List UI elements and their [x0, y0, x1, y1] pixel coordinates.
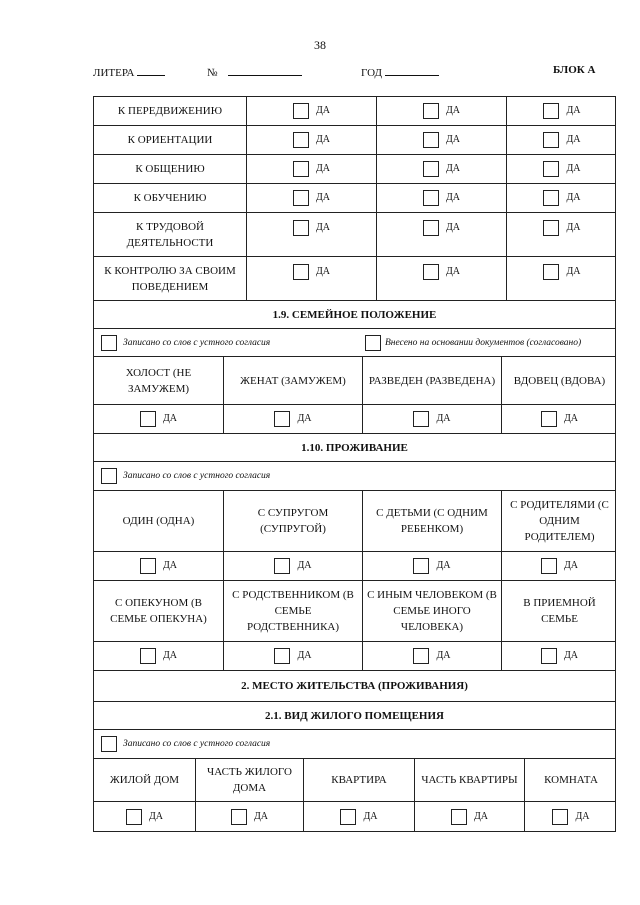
limitation-yes-checkbox[interactable] — [543, 103, 559, 119]
residence-option-label: С ОПЕКУНОМ (В СЕМЬЕ ОПЕКУНА) — [110, 597, 207, 625]
limitation-yes-yes-label: ДА — [566, 134, 581, 145]
limitation-yes-checkbox[interactable] — [543, 161, 559, 177]
housing-yes-yes-label: ДА — [148, 810, 164, 822]
limitation-name — [94, 213, 247, 256]
residence-yes-option[interactable] — [228, 552, 358, 580]
family-yes-yes-label: ДА — [297, 413, 312, 424]
limitation-yes — [377, 97, 507, 125]
residence-section-title: 1.10. ПРОЖИВАНИЕ — [301, 441, 408, 454]
family-documents-text: Внесено на основании документов (согласовано) — [385, 337, 582, 348]
residence-yes-yes-label: ДА — [297, 650, 312, 661]
year-label: ГОД — [361, 67, 382, 79]
limitation-yes-option[interactable] — [511, 184, 613, 212]
limitation-row — [94, 155, 615, 184]
family-yes — [363, 405, 502, 433]
residence-yes-yes-label: ДА — [563, 560, 579, 571]
residence-yes — [224, 642, 363, 670]
family-option-label: ВДОВЕЦ (ВДОВА) — [513, 374, 606, 387]
number-blank[interactable] — [228, 64, 302, 76]
limitation-name-label: К ОБУЧЕНИЮ — [133, 192, 207, 204]
residence-yes-yes-label: ДА — [436, 560, 451, 571]
residence-yes-row — [94, 552, 615, 581]
limitation-yes-checkbox[interactable] — [423, 103, 439, 119]
family-section-title: 1.9. СЕМЕЙНОЕ ПОЛОЖЕНИЕ — [272, 308, 437, 321]
page-number: 38 — [314, 38, 326, 52]
limitation-yes — [377, 184, 507, 212]
family-yes-yes-label: ДА — [436, 413, 451, 424]
family-yes-checkbox[interactable] — [140, 411, 156, 427]
residence-yes — [502, 642, 617, 670]
limitation-yes-checkbox[interactable] — [423, 161, 439, 177]
residence-oral-consent — [94, 462, 615, 491]
limitation-yes-yes-label: ДА — [566, 163, 581, 174]
family-option — [502, 357, 617, 404]
housing-option-label: КВАРТИРА — [331, 774, 387, 786]
limitation-yes-yes-label: ДА — [315, 134, 331, 145]
limitation-yes-yes-label: ДА — [445, 163, 461, 174]
limitation-row — [94, 126, 615, 155]
housing-yes — [415, 802, 525, 831]
limitation-yes — [507, 257, 617, 300]
limitation-yes-checkbox[interactable] — [423, 190, 439, 206]
family-option — [224, 357, 363, 404]
limitation-yes-checkbox[interactable] — [543, 190, 559, 206]
family-yes-option[interactable] — [228, 405, 358, 433]
limitation-yes — [507, 97, 617, 125]
housing-option-label: ЧАСТЬ КВАРТИРЫ — [421, 774, 518, 786]
housing-option-label: ЧАСТЬ ЖИЛОГО ДОМА — [207, 766, 292, 794]
family-option — [94, 357, 224, 404]
limitation-yes — [247, 257, 377, 300]
residence-oral-consent-option[interactable] — [94, 462, 270, 490]
family-yes-option[interactable] — [506, 405, 613, 433]
limitation-yes-checkbox[interactable] — [543, 220, 559, 236]
housing-yes — [525, 802, 617, 831]
family-oral-consent-text: Записано со слов с устного согласия — [123, 337, 271, 348]
limitation-yes — [247, 155, 377, 183]
residence-yes — [94, 642, 224, 670]
limitation-yes — [507, 126, 617, 154]
housing-section-title: 2.1. ВИД ЖИЛОГО ПОМЕЩЕНИЯ — [265, 709, 444, 722]
limitation-row — [94, 184, 615, 213]
limitation-yes-yes-label: ДА — [445, 266, 461, 277]
limitation-yes-option[interactable] — [381, 97, 502, 125]
family-documents-checkbox[interactable] — [365, 335, 381, 351]
limitation-yes-option[interactable] — [251, 213, 372, 256]
residence-option — [224, 581, 363, 641]
family-oral-consent-option[interactable] — [94, 329, 270, 356]
limitation-yes-checkbox[interactable] — [293, 103, 309, 119]
residence-option-label: С РОДСТВЕННИКОМ (В СЕМЬЕ РОДСТВЕННИКА) — [232, 589, 354, 633]
limitation-yes-yes-label: ДА — [445, 105, 461, 116]
residence-yes-option[interactable] — [367, 552, 497, 580]
residence-yes-checkbox[interactable] — [140, 648, 156, 664]
family-yes-option[interactable] — [367, 405, 497, 433]
housing-yes-option[interactable] — [308, 802, 410, 831]
limitation-yes-option[interactable] — [381, 184, 502, 212]
limitation-yes — [247, 97, 377, 125]
family-option — [363, 357, 502, 404]
litera-blank[interactable] — [137, 64, 165, 76]
family-yes — [502, 405, 617, 433]
housing-yes-checkbox[interactable] — [451, 809, 467, 825]
family-yes-checkbox[interactable] — [274, 411, 290, 427]
limitation-yes-yes-label: ДА — [566, 222, 581, 233]
family-yes-yes-label: ДА — [563, 413, 579, 424]
residence-yes — [502, 552, 617, 580]
limitation-name — [94, 97, 247, 125]
family-yes — [224, 405, 363, 433]
year-field[interactable] — [361, 64, 439, 79]
housing-yes-row — [94, 802, 615, 831]
limitation-name-label: К ОРИЕНТАЦИИ — [127, 134, 213, 146]
residence-option — [363, 581, 502, 641]
limitation-name-label: К ОБЩЕНИЮ — [135, 163, 205, 175]
limitation-yes — [377, 155, 507, 183]
residence-yes-checkbox[interactable] — [541, 558, 557, 574]
family-documents-option[interactable] — [365, 329, 581, 356]
residence-yes-option[interactable] — [506, 552, 613, 580]
limitation-yes-yes-label: ДА — [315, 163, 331, 174]
residence-option-label: С СУПРУГОМ (СУПРУГОЙ) — [257, 507, 329, 535]
residence-option — [94, 491, 224, 551]
residence-yes-option[interactable] — [98, 552, 219, 580]
residence-yes-yes-label: ДА — [297, 560, 312, 571]
limitation-yes-option[interactable] — [251, 184, 372, 212]
residence-yes-checkbox[interactable] — [274, 558, 290, 574]
residence-option — [502, 491, 617, 551]
limitation-yes-checkbox[interactable] — [543, 132, 559, 148]
residence-yes-row — [94, 642, 615, 671]
residence-yes-yes-label: ДА — [436, 650, 451, 661]
limitation-yes-yes-label: ДА — [315, 222, 331, 233]
limitation-yes-option[interactable] — [381, 257, 502, 300]
residence-option — [363, 491, 502, 551]
housing-oral-consent — [94, 730, 615, 759]
housing-option — [525, 759, 617, 801]
limitation-yes-checkbox[interactable] — [293, 190, 309, 206]
family-yes — [94, 405, 224, 433]
limitation-yes-checkbox[interactable] — [293, 264, 309, 280]
residence-option-label: С ИНЫМ ЧЕЛОВЕКОМ (В СЕМЬЕ ИНОГО ЧЕЛОВЕКА) — [367, 589, 497, 633]
limitation-yes-checkbox[interactable] — [543, 264, 559, 280]
limitation-yes-yes-label: ДА — [315, 105, 331, 116]
number-field[interactable] — [207, 64, 302, 79]
housing-yes-checkbox[interactable] — [231, 809, 247, 825]
limitation-name-label: К КОНТРОЛЮ ЗА СВОИМ ПОВЕДЕНИЕМ — [104, 264, 236, 293]
housing-yes-option[interactable] — [419, 802, 520, 831]
family-yes-checkbox[interactable] — [541, 411, 557, 427]
family-option-label: ХОЛОСТ (НЕ ЗАМУЖЕМ) — [125, 366, 192, 395]
residence-yes-checkbox[interactable] — [274, 648, 290, 664]
limitation-name-label: К ТРУДОВОЙ ДЕЯТЕЛЬНОСТИ — [126, 220, 214, 249]
limitation-yes-option[interactable] — [511, 155, 613, 183]
family-yes-yes-label: ДА — [162, 413, 178, 424]
residence-option — [224, 491, 363, 551]
residence-oral-consent-text: Записано со слов с устного согласия — [123, 471, 271, 481]
family-oral-consent-checkbox[interactable] — [101, 335, 117, 351]
housing-yes-yes-label: ДА — [363, 810, 378, 822]
family-option-label: РАЗВЕДЕН (РАЗВЕДЕНА) — [368, 374, 496, 387]
limitation-yes-checkbox[interactable] — [293, 132, 309, 148]
housing-yes — [94, 802, 196, 831]
housing-yes-option[interactable] — [98, 802, 191, 831]
limitation-yes — [377, 257, 507, 300]
residence-option — [94, 581, 224, 641]
limitation-yes — [247, 126, 377, 154]
residence-section — [94, 434, 615, 462]
residence-option-label: С РОДИТЕЛЯМИ (С ОДНИМ РОДИТЕЛЕМ) — [510, 499, 609, 543]
limitation-yes-checkbox[interactable] — [423, 220, 439, 236]
residence-options-row — [94, 581, 615, 642]
limitation-yes-option[interactable] — [251, 155, 372, 183]
residence-yes-checkbox[interactable] — [413, 648, 429, 664]
housing-yes-checkbox[interactable] — [552, 809, 568, 825]
housing-section — [94, 702, 615, 730]
family-yes-option[interactable] — [98, 405, 219, 433]
residence-yes — [94, 552, 224, 580]
limitation-yes — [247, 184, 377, 212]
limitation-yes-option[interactable] — [251, 97, 372, 125]
residence-yes-checkbox[interactable] — [413, 558, 429, 574]
residence-yes-option[interactable] — [228, 642, 358, 670]
limitation-yes-yes-label: ДА — [315, 266, 331, 277]
limitation-name — [94, 126, 247, 154]
limitation-row — [94, 213, 615, 257]
housing-oral-consent-option[interactable] — [94, 730, 270, 758]
limitation-yes-option[interactable] — [511, 213, 613, 256]
housing-yes-yes-label: ДА — [575, 810, 590, 822]
residence-option-label: В ПРИЕМНОЙ СЕМЬЕ — [523, 597, 596, 625]
residence-option-label: С ДЕТЬМИ (С ОДНИМ РЕБЕНКОМ) — [376, 507, 488, 535]
family-options-row — [94, 357, 615, 405]
limitation-name — [94, 155, 247, 183]
residence-yes-option[interactable] — [367, 642, 497, 670]
limitation-name-label: К ПЕРЕДВИЖЕНИЮ — [117, 105, 223, 117]
limitation-yes-option[interactable] — [251, 126, 372, 154]
limitation-yes-option[interactable] — [511, 126, 613, 154]
limitation-yes — [507, 213, 617, 256]
housing-yes-yes-label: ДА — [253, 810, 269, 822]
limitation-yes — [377, 213, 507, 256]
housing-option — [415, 759, 525, 801]
housing-option — [196, 759, 304, 801]
limitation-yes-option[interactable] — [381, 126, 502, 154]
limitation-name — [94, 184, 247, 212]
place-section-title: 2. МЕСТО ЖИТЕЛЬСТВА (ПРОЖИВАНИЯ) — [241, 680, 468, 692]
limitation-yes-yes-label: ДА — [566, 192, 581, 203]
residence-yes — [363, 552, 502, 580]
residence-yes-option[interactable] — [506, 642, 613, 670]
housing-yes-option[interactable] — [529, 802, 613, 831]
residence-option-label: ОДИН (ОДНА) — [122, 515, 195, 527]
limitation-yes-yes-label: ДА — [315, 192, 331, 203]
limitation-yes-yes-label: ДА — [445, 222, 461, 233]
limitation-yes-checkbox[interactable] — [293, 161, 309, 177]
residence-yes — [224, 552, 363, 580]
limitation-yes-option[interactable] — [381, 155, 502, 183]
family-section — [94, 301, 615, 329]
housing-oral-consent-text: Записано со слов с устного согласия — [123, 739, 271, 749]
residence-yes-yes-label: ДА — [162, 650, 178, 661]
housing-yes-checkbox[interactable] — [126, 809, 142, 825]
limitation-yes-checkbox[interactable] — [423, 132, 439, 148]
housing-yes — [196, 802, 304, 831]
limitation-yes-checkbox[interactable] — [293, 220, 309, 236]
housing-yes — [304, 802, 415, 831]
housing-yes-yes-label: ДА — [473, 810, 489, 822]
family-oral-consent — [94, 329, 615, 357]
limitation-yes — [507, 184, 617, 212]
limitation-yes — [247, 213, 377, 256]
residence-yes — [363, 642, 502, 670]
housing-oral-consent-checkbox[interactable] — [101, 736, 117, 752]
housing-yes-option[interactable] — [200, 802, 299, 831]
limitation-yes — [377, 126, 507, 154]
limitation-yes-option[interactable] — [381, 213, 502, 256]
family-yes-checkbox[interactable] — [413, 411, 429, 427]
limitation-row — [94, 257, 615, 301]
residence-yes-checkbox[interactable] — [140, 558, 156, 574]
housing-options-row — [94, 759, 615, 802]
residence-option — [502, 581, 617, 641]
residence-oral-consent-checkbox[interactable] — [101, 468, 117, 484]
housing-option-label: ЖИЛОЙ ДОМ — [109, 774, 180, 786]
number-label: № — [207, 67, 218, 79]
housing-option — [94, 759, 196, 801]
litera-label: ЛИТЕРА — [93, 67, 135, 79]
housing-option-label: КОМНАТА — [544, 774, 598, 786]
litera-field[interactable] — [93, 64, 165, 79]
place-section — [94, 671, 615, 702]
limitation-yes-yes-label: ДА — [445, 134, 461, 145]
limitation-yes-option[interactable] — [251, 257, 372, 300]
limitation-yes-yes-label: ДА — [445, 192, 461, 203]
housing-yes-checkbox[interactable] — [340, 809, 356, 825]
form-table — [93, 96, 616, 832]
block-label: БЛОК А — [553, 64, 596, 76]
limitation-yes-option[interactable] — [511, 97, 613, 125]
residence-yes-checkbox[interactable] — [541, 648, 557, 664]
limitation-yes-option[interactable] — [511, 257, 613, 300]
limitation-yes-yes-label: ДА — [566, 105, 581, 116]
residence-yes-yes-label: ДА — [162, 560, 178, 571]
limitation-yes — [507, 155, 617, 183]
limitation-yes-yes-label: ДА — [566, 266, 581, 277]
family-option-label: ЖЕНАТ (ЗАМУЖЕМ) — [240, 374, 346, 387]
residence-yes-option[interactable] — [98, 642, 219, 670]
family-yes-row — [94, 405, 615, 434]
residence-options-row — [94, 491, 615, 552]
limitation-yes-checkbox[interactable] — [423, 264, 439, 280]
housing-option — [304, 759, 415, 801]
limitation-name — [94, 257, 247, 300]
limitation-row — [94, 97, 615, 126]
year-blank[interactable] — [385, 64, 439, 76]
residence-yes-yes-label: ДА — [563, 650, 579, 661]
